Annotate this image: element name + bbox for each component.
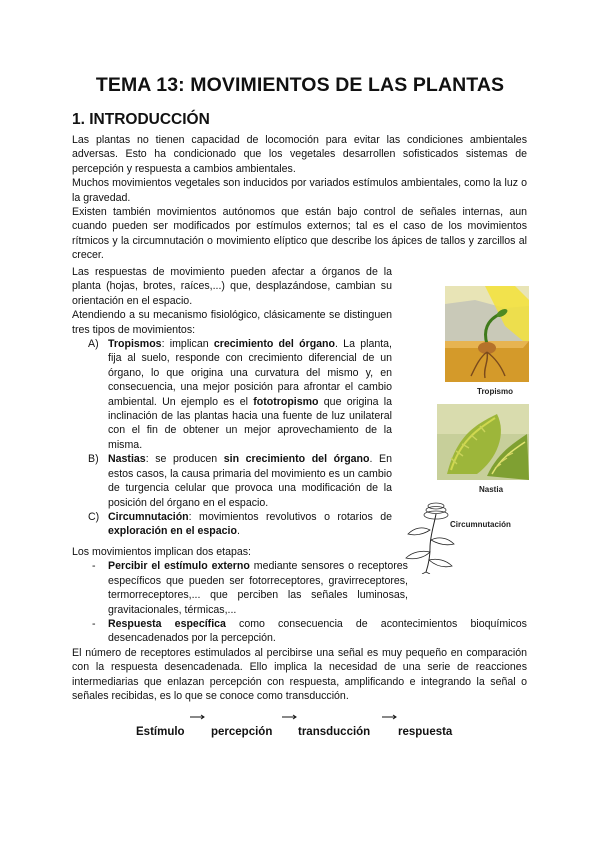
- circumnutation-illustration: [400, 500, 460, 574]
- term: Nastias: [108, 453, 146, 466]
- list-marker: -: [92, 618, 96, 631]
- list-item-tropismos: [88, 337, 393, 452]
- flow-step-perception: percepción: [211, 726, 273, 738]
- movement-types-list: [72, 337, 392, 539]
- text: mediante sensores o receptores específicos que pueden ser fotorreceptores, gravirreceptores, termorreceptores,... que perciben las señales luminosas, gravitacionales, térmicas,...: [108, 560, 408, 616]
- text: .: [236, 525, 240, 538]
- text: : movimientos revolutivos o rotarios de: [188, 510, 392, 523]
- paragraph: Las plantas no tienen capacidad de locomoción para evitar las condiciones ambientales adversas. Esto ha condicionado que los vegetales desarrollen sofisticados sistemas de percepción y respuesta a cambios ambientales.: [72, 134, 527, 175]
- list-marker: -: [92, 560, 96, 573]
- intro-text: [72, 133, 527, 263]
- emphasis: Respuesta específica: [108, 618, 226, 631]
- stages-list: [72, 559, 408, 617]
- text: : implican: [161, 338, 214, 351]
- list-marker: C): [88, 510, 100, 523]
- arrow-right-icon: [382, 714, 398, 720]
- transduction-flow: [0, 726, 600, 746]
- figure-caption-circumnutacion: Circumnutación: [450, 520, 511, 529]
- arrow-right-icon: [190, 714, 206, 720]
- list-marker: B): [88, 453, 99, 466]
- term: Tropismos: [108, 338, 162, 351]
- text: . La planta, fija al suelo, responde con crecimiento diferencial de un órgano, lo que origina una curvatura del mismo y, en consecuencia, una mejor posición para afrontar el cambio ambiental. Un ejemplo es el: [108, 338, 393, 408]
- text: . En estos casos, la causa primaria del movimiento es un cambio de turgencia celular que provoca una modificación de la posición del órgano en el espacio.: [108, 453, 392, 509]
- movement-types-text: [72, 265, 392, 539]
- list-marker: A): [88, 338, 99, 351]
- list-item-circumnutacion: [88, 510, 392, 539]
- text: como consecuencia de acontecimientos bioquímicos desencadenados por la percepción.: [108, 618, 527, 645]
- emphasis: crecimiento del órgano: [213, 338, 335, 351]
- paragraph: Los movimientos implican dos etapas:: [72, 546, 252, 558]
- paragraph: Las respuestas de movimiento pueden afectar a órganos de la planta (hojas, brotes, raíces,...) que, desplazándose, cambian su orientación en el espacio.: [72, 266, 392, 307]
- arrow-right-icon: [282, 714, 298, 720]
- list-item-stage2: [92, 617, 527, 646]
- emphasis: fototropismo: [253, 395, 319, 408]
- tropism-illustration: [445, 286, 529, 382]
- flow-step-stimulus: Estímulo: [136, 726, 185, 738]
- list-item-nastias: [88, 452, 392, 510]
- nastia-illustration: [437, 404, 529, 480]
- term: Circumnutación: [108, 510, 189, 523]
- text: : se producen: [145, 453, 224, 466]
- paragraph: El número de receptores estimulados al percibirse una señal es muy pequeño en comparación con la respuesta desencadenada. Ello implica la necesidad de una serie de reacciones intermediarias que enlazan percepción con respuesta, amplificando e integrando la señal o señales recibidas, es lo que se conoce como transducción.: [72, 646, 527, 703]
- emphasis: sin crecimiento del órgano: [223, 453, 370, 466]
- page-title: TEMA 13: MOVIMIENTOS DE LAS PLANTAS: [95, 74, 505, 96]
- paragraph: Atendiendo a su mecanismo fisiológico, clásicamente se distinguen tres tipos de movimientos:: [72, 309, 392, 336]
- emphasis: Percibir el estímulo externo: [108, 560, 250, 573]
- figure-caption-nastia: Nastia: [479, 485, 504, 494]
- flow-step-transduction: transducción: [298, 726, 371, 738]
- figure-caption-tropismo: Tropismo: [477, 387, 514, 396]
- section-heading: 1. INTRODUCCIÓN: [72, 111, 210, 128]
- emphasis: exploración en el espacio: [108, 525, 237, 538]
- stages-list-2: [72, 617, 527, 646]
- flow-step-response: respuesta: [398, 726, 453, 738]
- text: que origina la inclinación de las plantas hacia una fuente de luz unilateral con el fin de obtener un mejor aprovechamiento de la misma.: [108, 395, 392, 451]
- paragraph: Existen también movimientos autónomos que están bajo control de señales internas, aun cuando pueden ser modificados por estímulos externos; tal es el caso de los movimientos rítmicos y la circumnutación o movimiento elíptico que describe los ápices de tallos y zarcillos al crecer.: [72, 206, 527, 262]
- list-item-stage1: [92, 559, 408, 617]
- paragraph: Muchos movimientos vegetales son inducidos por variados estímulos ambientales, como la luz o la gravedad.: [72, 177, 527, 204]
